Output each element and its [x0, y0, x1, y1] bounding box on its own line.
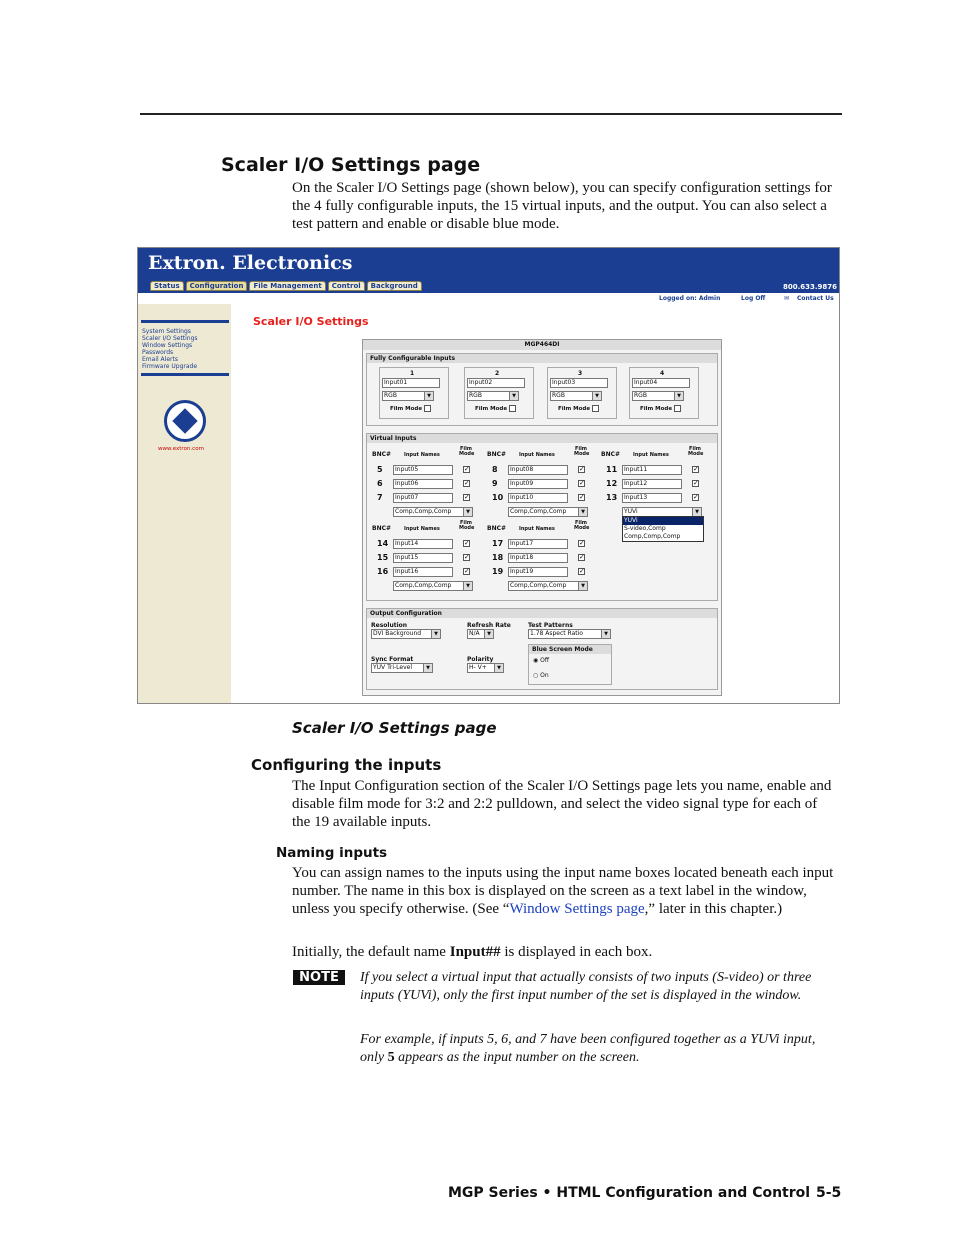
subheading-naming: Naming inputs — [276, 845, 388, 861]
signal-type-select[interactable]: RGB ▼ — [382, 391, 434, 401]
vi-section — [366, 433, 718, 601]
input-name-field[interactable]: Input05 — [393, 465, 453, 475]
test-patterns-label: Test Patterns — [528, 622, 573, 629]
website-link[interactable]: www.extron.com — [158, 446, 204, 452]
blue-screen-title: Blue Screen Mode — [529, 645, 611, 654]
dropdown-option[interactable]: Comp,Comp,Comp — [624, 533, 681, 540]
default-text-c: is displayed in each box. — [500, 944, 653, 960]
radio-off[interactable]: ◉ Off — [533, 657, 550, 664]
signal-type-select[interactable]: YUVi ▼ — [622, 507, 702, 517]
polarity-select[interactable]: H- V+ ▼ — [467, 663, 504, 673]
input-name-field[interactable]: Input12 — [622, 479, 682, 489]
input-name-field[interactable]: Input03 — [550, 378, 608, 388]
service-emblem-icon — [164, 400, 206, 442]
figure-caption: Scaler I/O Settings page — [292, 719, 497, 737]
film-mode-checkbox[interactable]: ✓ — [464, 539, 470, 547]
bnc-header: BNC# — [487, 451, 507, 458]
resolution-label: Resolution — [371, 622, 408, 629]
logged-on-label: Logged on: Admin — [659, 295, 721, 302]
settings-form — [362, 339, 722, 696]
signal-type-select[interactable]: RGB ▼ — [632, 391, 684, 401]
film-mode-checkbox[interactable] — [424, 405, 431, 412]
model-header: MGP464DI — [363, 340, 721, 350]
input-name-field[interactable]: Input07 — [393, 493, 453, 503]
bnc-number: 11 — [606, 465, 618, 474]
tab-control[interactable]: Control — [328, 281, 365, 291]
bnc-number: 6 — [377, 479, 383, 488]
on-label: On — [540, 672, 549, 679]
names-header: Input Names — [519, 526, 555, 532]
fci-num: 1 — [410, 370, 415, 377]
film-mode-checkbox[interactable] — [674, 405, 681, 412]
page-title: Scaler I/O Settings — [253, 315, 369, 328]
input-name-field[interactable]: Input13 — [622, 493, 682, 503]
blue-screen-box — [528, 644, 612, 685]
film-mode-label: Film Mode — [640, 406, 673, 412]
subheading-configuring: Configuring the inputs — [251, 756, 442, 774]
film-mode-checkbox[interactable]: ✓ — [693, 479, 699, 487]
sidebar-item-system-settings[interactable]: System Settings — [142, 328, 191, 335]
envelope-icon: ✉ — [784, 295, 790, 302]
film-mode-label: Film Mode — [558, 406, 591, 412]
film-mode-checkbox[interactable]: ✓ — [579, 567, 585, 575]
sidebar-item-passwords[interactable]: Passwords — [142, 349, 174, 356]
film-mode-label: Film Mode — [475, 406, 508, 412]
film-mode-checkbox[interactable]: ✓ — [464, 553, 470, 561]
sidebar-item-scaler-io[interactable]: Scaler I/O Settings — [142, 335, 198, 342]
configuring-paragraph: The Input Configuration section of the Scaler I/O Settings page lets you name, enable and disable film mode for 3:2 and 2:2 pulldown, and select the video signal type for each of the 19 available inputs. — [292, 778, 832, 830]
note2-text-a: For example, if inputs 5, 6, and 7 have been configured together as a YUVi input, only — [360, 1032, 816, 1065]
sidebar — [138, 304, 231, 704]
bnc-number: 9 — [492, 479, 498, 488]
film-header: Film Mode — [459, 446, 475, 457]
refresh-rate-select[interactable]: N/A ▼ — [467, 629, 494, 639]
input-name-field[interactable]: Input16 — [393, 567, 453, 577]
sidebar-item-email-alerts[interactable]: Email Alerts — [142, 356, 178, 363]
default-text-a: Initially, the default name — [292, 944, 450, 960]
input-name-field[interactable]: Input14 — [393, 539, 453, 549]
input-name-field[interactable]: Input19 — [508, 567, 568, 577]
note2-bold: 5 — [387, 1050, 395, 1065]
bnc-number: 8 — [492, 465, 498, 474]
dropdown-option[interactable]: YUVi — [623, 517, 703, 525]
note-paragraph-2 — [360, 1031, 830, 1067]
film-mode-checkbox[interactable] — [592, 405, 599, 412]
input-name-field[interactable]: Input15 — [393, 553, 453, 563]
polarity-label: Polarity — [467, 656, 494, 663]
sync-format-select[interactable]: YUV Tri-Level ▼ — [371, 663, 433, 673]
film-mode-checkbox[interactable]: ✓ — [464, 465, 470, 473]
names-header: Input Names — [404, 526, 440, 532]
film-mode-checkbox[interactable]: ✓ — [579, 553, 585, 561]
bnc-header: BNC# — [601, 451, 621, 458]
sidebar-divider — [141, 320, 229, 323]
refresh-rate-label: Refresh Rate — [467, 622, 511, 629]
fci-num: 3 — [578, 370, 583, 377]
bnc-number: 13 — [606, 493, 618, 502]
window-settings-link[interactable]: Window Settings page — [509, 901, 645, 917]
bnc-number: 5 — [377, 465, 383, 474]
bnc-number: 18 — [492, 553, 504, 562]
fci-num: 2 — [495, 370, 500, 377]
sidebar-item-firmware[interactable]: Firmware Upgrade — [142, 363, 198, 370]
tab-background[interactable]: Background — [367, 281, 422, 291]
input-name-field[interactable]: Input01 — [382, 378, 440, 388]
bnc-header: BNC# — [372, 525, 392, 532]
signal-type-select[interactable]: Comp,Comp,Comp ▼ — [393, 581, 473, 591]
screenshot-figure — [137, 247, 840, 704]
film-mode-label: Film Mode — [390, 406, 423, 412]
dropdown-option[interactable]: S-video,Comp — [624, 525, 666, 532]
input-name-field[interactable]: Input06 — [393, 479, 453, 489]
signal-type-select[interactable]: Comp,Comp,Comp ▼ — [393, 507, 473, 517]
vi-title: Virtual Inputs — [367, 434, 717, 443]
input-name-field[interactable]: Input08 — [508, 465, 568, 475]
input-name-field[interactable]: Input18 — [508, 553, 568, 563]
radio-on[interactable]: ○ On — [533, 672, 549, 679]
fci-num: 4 — [660, 370, 665, 377]
bnc-number: 14 — [377, 539, 389, 548]
bnc-number: 7 — [377, 493, 383, 502]
bnc-number: 16 — [377, 567, 389, 576]
phone-number: 800.633.9876 — [782, 283, 837, 291]
signal-type-dropdown[interactable] — [622, 516, 704, 542]
bnc-header: BNC# — [372, 451, 392, 458]
oc-section — [366, 608, 718, 690]
naming-paragraph — [292, 864, 844, 918]
note-label: NOTE — [293, 970, 345, 985]
film-mode-checkbox[interactable]: ✓ — [464, 567, 470, 575]
film-header: Film Mode — [688, 446, 704, 457]
film-mode-checkbox[interactable]: ✓ — [579, 465, 585, 473]
footer-title: MGP Series • HTML Configuration and Control — [448, 1185, 811, 1201]
bnc-number: 10 — [492, 493, 504, 502]
note-paragraph-1: If you select a virtual input that actually consists of two inputs (S-video) or three inputs (YUVi), only the first input number of the set is displayed in the window. — [360, 970, 812, 1003]
input-name-field[interactable]: Input17 — [508, 539, 568, 549]
bnc-number: 19 — [492, 567, 504, 576]
fci-box-1 — [379, 367, 449, 419]
signal-type-select[interactable]: Comp,Comp,Comp ▼ — [508, 507, 588, 517]
film-mode-checkbox[interactable]: ✓ — [693, 465, 699, 473]
sync-format-label: Sync Format — [371, 656, 414, 663]
naming-text-b: ,” later in this chapter.) — [644, 901, 783, 917]
names-header: Input Names — [633, 452, 669, 458]
naming-text-a: You can assign names to the inputs using the input name boxes located beneath each input number. The name in this box is displayed on the screen as a text label in the window, unless you specify otherwise. (See “ — [292, 865, 834, 917]
page-number: 5-5 — [816, 1185, 842, 1201]
fci-box-4 — [629, 367, 699, 419]
input-name-field[interactable]: Input11 — [622, 465, 682, 475]
film-mode-checkbox[interactable]: ✓ — [579, 479, 585, 487]
sidebar-divider — [141, 373, 229, 376]
film-mode-checkbox[interactable]: ✓ — [464, 493, 470, 501]
signal-type-select[interactable]: RGB ▼ — [550, 391, 602, 401]
film-mode-checkbox[interactable]: ✓ — [693, 493, 699, 501]
film-header: Film Mode — [574, 446, 590, 457]
bnc-number: 12 — [606, 479, 618, 488]
film-header: Film Mode — [574, 520, 590, 531]
top-rule — [140, 113, 842, 115]
tab-file-management[interactable]: File Management — [249, 281, 325, 291]
input-name-field[interactable]: Input02 — [467, 378, 525, 388]
nav-tabs — [150, 281, 422, 291]
log-off-link[interactable]: Log Off — [741, 295, 766, 302]
input-name-field[interactable]: Input10 — [508, 493, 568, 503]
film-header: Film Mode — [459, 520, 475, 531]
film-mode-checkbox[interactable]: ✓ — [579, 493, 585, 501]
bnc-number: 17 — [492, 539, 504, 548]
tab-configuration[interactable]: Configuration — [186, 281, 248, 291]
signal-type-select[interactable]: RGB ▼ — [467, 391, 519, 401]
resolution-select[interactable]: DVI Background ▼ — [371, 629, 441, 639]
test-patterns-select[interactable]: 1.78 Aspect Ratio ▼ — [528, 629, 611, 639]
input-name-field[interactable]: Input04 — [632, 378, 690, 388]
intro-paragraph: On the Scaler I/O Settings page (shown below), you can specify configuration settings for the 4 fully configurable inputs, the 15 virtual inputs, and the output. You can also select a test pattern and enable or disable blue mode. — [292, 180, 832, 232]
names-header: Input Names — [519, 452, 555, 458]
fci-section — [366, 353, 718, 426]
input-name-field[interactable]: Input09 — [508, 479, 568, 489]
banner — [138, 248, 839, 293]
bnc-header: BNC# — [487, 525, 507, 532]
default-name-paragraph — [292, 943, 832, 961]
film-mode-checkbox[interactable]: ✓ — [464, 479, 470, 487]
fci-title: Fully Configurable Inputs — [367, 354, 717, 363]
oc-title: Output Configuration — [367, 609, 717, 618]
fci-box-3 — [547, 367, 617, 419]
section-heading: Scaler I/O Settings page — [221, 154, 481, 176]
names-header: Input Names — [404, 452, 440, 458]
sidebar-item-window-settings[interactable]: Window Settings — [142, 342, 193, 349]
extron-logo: Extron. Electronics — [148, 252, 353, 274]
fci-box-2 — [464, 367, 534, 419]
film-mode-checkbox[interactable]: ✓ — [579, 539, 585, 547]
default-name: Input## — [449, 944, 501, 960]
tab-status[interactable]: Status — [150, 281, 184, 291]
off-label: Off — [540, 657, 550, 664]
film-mode-checkbox[interactable] — [509, 405, 516, 412]
contact-us-link[interactable]: Contact Us — [797, 295, 834, 302]
bnc-number: 15 — [377, 553, 389, 562]
signal-type-select[interactable]: Comp,Comp,Comp ▼ — [508, 581, 588, 591]
note2-text-c: appears as the input number on the screen. — [394, 1050, 640, 1065]
